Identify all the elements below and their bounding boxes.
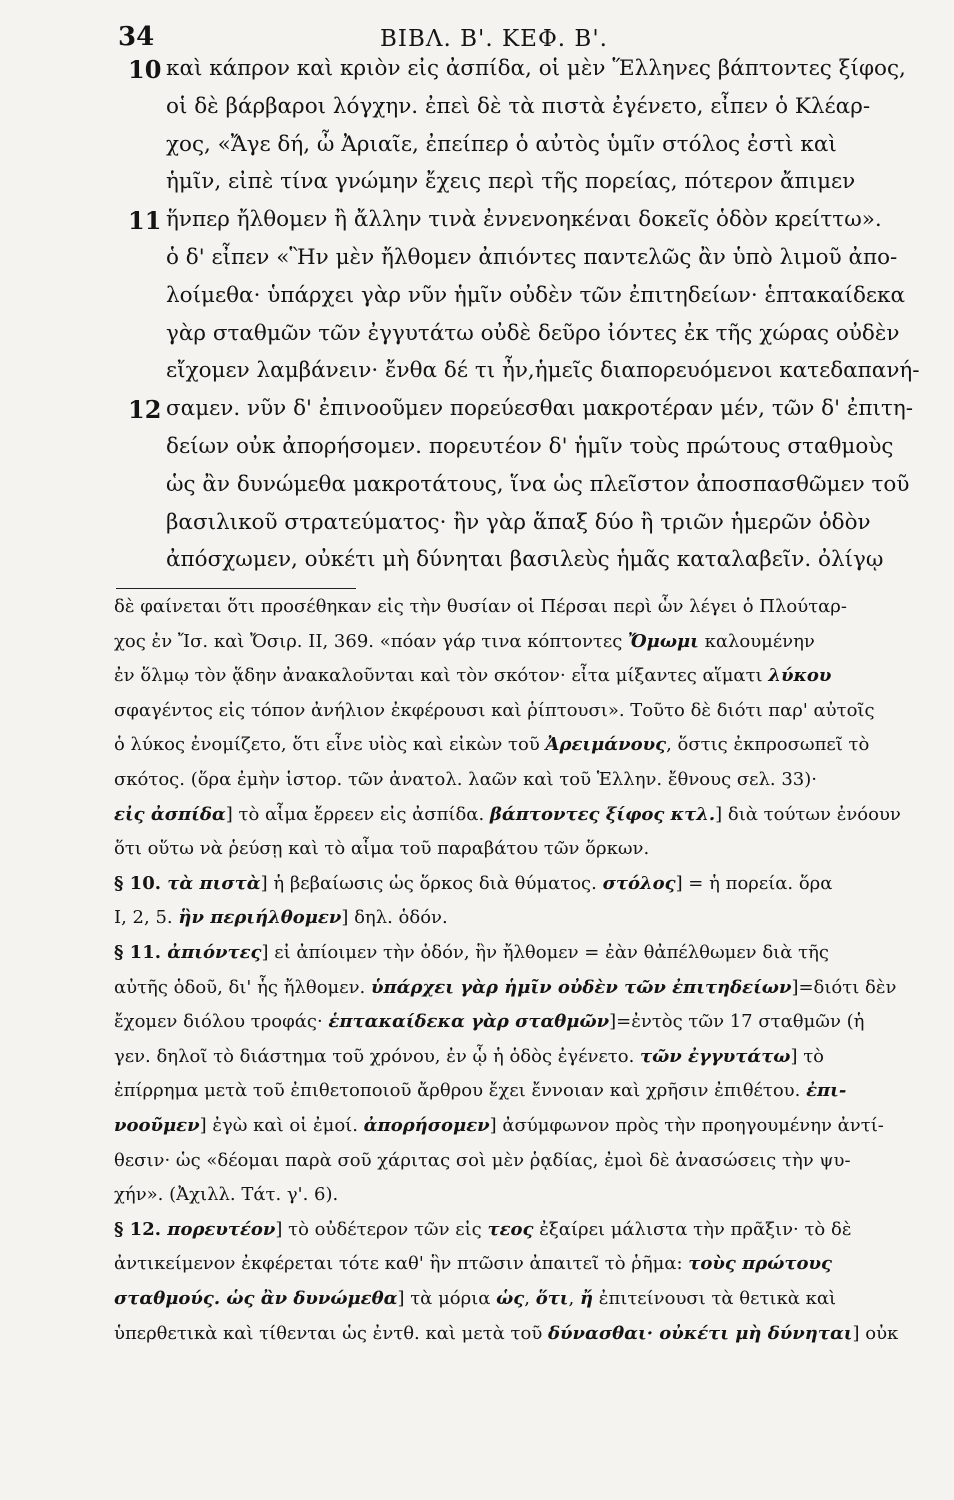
note-text: θεσιν· ὡς «δέομαι παρὰ σοῦ χάριτας σοὶ μὲν ῥᾳδίας, ἐμοὶ δὲ ἀνασώσεις τὴν ψυ- [114,1150,851,1171]
lemma: δύνασθαι· οὐκέτι μὴ δύνηται [548,1323,853,1344]
lemma: ἐπι- [806,1080,847,1101]
note-line [114,1219,934,1240]
lemma: ἀπιόντες [167,942,262,963]
lemma: πορευτέον [167,1219,276,1240]
note-line [114,1046,934,1067]
note-text: δὲ φαίνεται ὅτι προσέθηκαν εἰς τὴν θυσίαν οἱ Πέρσαι περὶ ὧν λέγει ὁ Πλούταρ- [114,596,847,617]
text-segment: βασιλικοῦ στρατεύματος· ἢν γὰρ ἅπαξ δύο ἢ τριῶν ἡμερῶν ὁδὸν [166,510,871,535]
note-text: ἐπίρρημα μετὰ τοῦ ἐπιθετοποιοῦ ἄρθρου ἔχει ἔννοιαν καὶ χρῆσιν ἐπιθέτου. [114,1080,807,1101]
note-text: , [568,1288,580,1309]
note-text: καλουμένην [698,631,815,652]
section-mark: § 12. [114,1219,168,1240]
note-line [114,596,934,617]
lemma: ὅτι [535,1288,569,1309]
main-text-line [166,169,946,194]
note-line [114,700,934,721]
lemma: ἑπτακαίδεκα γὰρ σταθμῶν [328,1011,610,1032]
note-text: χήν». (Ἀχιλλ. Τάτ. γ'. 6). [114,1184,339,1205]
note-text: ὑπερθετικὰ καὶ τίθενται ὡς ἐντθ. καὶ μετὰ τοῦ [114,1323,549,1344]
text-segment: γὰρ σταθμῶν τῶν ἐγγυτάτω οὐδὲ δεῦρο ἰόντες ἐκ τῆς χώρας οὐδὲν [166,321,900,346]
note-text: ὅτι οὕτω νὰ ῥεύσῃ καὶ τὸ αἷμα τοῦ παραβάτου τῶν ὅρκων. [114,838,650,859]
note-line [114,665,934,686]
lemma: τεος [487,1219,534,1240]
text-segment: οἱ δὲ βάρβαροι λόγχην. ἐπεὶ δὲ τὰ πιστὰ ἐγένετο, εἶπεν ὁ Κλέαρ- [166,94,871,119]
text-segment: σαμεν. νῦν δ' ἐπινοοῦμεν πορεύεσθαι μακροτέραν μέν, τῶν δ' ἐπιτη- [166,396,913,421]
main-text-line [166,396,946,421]
main-text-line [166,358,946,383]
note-text: αὐτῆς ὁδοῦ, δι' ἧς ἤλθομεν. [114,977,371,998]
footnote-rule [116,588,356,589]
note-text: ] ἀσύμφωνον πρὸς τὴν προηγουμένην ἀντί- [489,1115,884,1136]
note-text: ] τὸ [790,1046,824,1067]
note-text: σφαγέντος εἰς τόπον ἀνήλιον ἐκφέρουσι καὶ ῥίπτουσι». Τοῦτο δὲ διότι παρ' αὐτοῖς [114,700,875,721]
text-segment: ὡς ἂν δυνώμεθα μακροτάτους, ἵνα ὡς πλεῖστον ἀποσπασθῶμεν τοῦ [166,472,910,497]
lemma: στόλος [602,873,676,894]
note-line [114,769,934,790]
text-segment: λοίμεθα· ὑπάρχει γὰρ νῦν ἡμῖν οὐδὲν τῶν ἐπιτηδείων· ἑπτακαίδεκα [166,283,905,308]
note-line [114,1080,934,1101]
section-mark: § 11. [114,942,168,963]
note-text: , [524,1288,536,1309]
note-text: ἔχομεν διόλου τροφάς· [114,1011,329,1032]
line-number: 10 [128,55,162,84]
note-line [114,977,934,998]
note-text: ] δηλ. ὁδόν. [341,907,448,928]
note-line [114,1288,934,1309]
text-segment: χος, «Ἄγε δή, ὦ Ἀριαῖε, ἐπείπερ ὁ αὐτὸς ὑμῖν στόλος ἐστὶ καὶ [166,132,837,157]
line-number: 11 [128,206,162,235]
note-text: ]=διότι δὲν [791,977,897,998]
lemma: ὡς [496,1288,525,1309]
note-text: ὁ λύκος ἐνομίζετο, ὅτι εἶνε υἱὸς καὶ εἰκὼν τοῦ [114,734,546,755]
main-text-line [166,283,946,308]
lemma: Ἀρειμάνους [545,734,667,755]
text-segment: καὶ κάπρον καὶ κριὸν εἰς ἀσπίδα, οἱ μὲν Ἕλληνες βάπτοντες ξίφος, [166,56,906,81]
lemma: ἤ [579,1288,594,1309]
main-text-line [166,94,946,119]
text-segment: ἡμῖν, εἰπὲ τίνα γνώμην ἔχεις περὶ τῆς πορείας, πότερον ἄπιμεν [166,169,856,194]
note-line [114,1011,934,1032]
note-line [114,1115,934,1136]
main-text-line [166,472,946,497]
lemma: εἰς ἀσπίδα [114,804,226,825]
main-text-line [166,207,946,232]
note-text: , ὅστις ἐκπροσωπεῖ τὸ [666,734,870,755]
text-segment: ἥνπερ ἤλθομεν ἢ ἄλλην τινὰ ἐννενοηκέναι δοκεῖς ὁδὸν κρείττω». [166,207,882,232]
lemma: νοοῦμεν [114,1115,200,1136]
note-line [114,873,934,894]
text-segment: ὁ δ' εἶπεν «Ἣν μὲν ἤλθομεν ἀπιόντες παντελῶς ἂν ὑπὸ λιμοῦ ἀπο- [166,245,898,270]
main-text-line [166,510,946,535]
note-line [114,804,934,825]
note-text: σκότος. (ὅρα ἐμὴν ἱστορ. τῶν ἀνατολ. λαῶν καὶ τοῦ Ἑλλην. ἔθνους σελ. 33)· [114,769,817,790]
note-text: ] διὰ τούτων ἐνόουν [715,804,901,825]
note-text: ἐξαίρει μάλιστα τὴν πρᾶξιν· τὸ δὲ [533,1219,852,1240]
running-head: ΒΙΒΛ. Β'. ΚΕΦ. Β'. [380,26,608,52]
note-line [114,942,934,963]
page-header [0,18,954,58]
note-text: χος ἐν Ἴσ. καὶ Ὄσιρ. ΙΙ, 369. «πόαν γάρ τινα κόπτοντες [114,631,629,652]
page-number: 34 [118,22,155,52]
lemma: βάπτοντες ξίφος κτλ. [489,804,716,825]
section-mark: § 10. [114,873,168,894]
lemma: ὑπάρχει γὰρ ἡμῖν οὐδὲν τῶν ἐπιτηδείων [370,977,792,998]
main-text-line [166,321,946,346]
note-text: ] εἰ ἀπίοιμεν τὴν ὁδόν, ἣν ἤλθομεν = ἐὰν θἀπέλθωμεν διὰ τῆς [261,942,829,963]
main-text-line [166,547,946,572]
lemma: τῶν ἐγγυτάτω [640,1046,791,1067]
note-text: ] τὸ αἷμα ἔρρεεν εἰς ἀσπίδα. [225,804,490,825]
note-line [114,1253,934,1274]
lemma: τοὺς πρώτους [688,1253,832,1274]
text-segment: δείων οὐκ ἀπορήσομεν. πορευτέον δ' ἡμῖν τοὺς πρώτους σταθμοὺς [166,434,894,459]
note-text: ] τὸ οὐδέτερον τῶν εἰς [275,1219,488,1240]
main-text-line [166,245,946,270]
line-number: 12 [128,395,162,424]
note-line [114,1184,934,1205]
text-segment: εἴχομεν λαμβάνειν· ἔνθα δέ τι ἦν,ἡμεῖς διαπορευόμενοι κατεδαπανή- [166,358,920,383]
note-line [114,631,934,652]
main-text-line [166,434,946,459]
note-line [114,1323,934,1344]
note-text: ] τὰ μόρια [397,1288,497,1309]
lemma: τὰ πιστὰ [167,873,261,894]
note-text: ] ἡ βεβαίωσις ὡς ὅρκος διὰ θύματος. [260,873,603,894]
note-text: ] ἐγὼ καὶ οἱ ἐμοί. [199,1115,364,1136]
note-text: ἀντικείμενον ἐκφέρεται τότε καθ' ἣν πτῶσιν ἀπαιτεῖ τὸ ῥῆμα: [114,1253,689,1274]
note-text: γεν. δηλοῖ τὸ διάστημα τοῦ χρόνου, ἐν ᾧ ἡ ὁδὸς ἐγένετο. [114,1046,641,1067]
lemma: λύκου [768,665,832,686]
main-text-line [166,56,946,81]
lemma: ἣν περιήλθομεν [178,907,342,928]
note-text: ]=ἐντὸς τῶν 17 σταθμῶν (ἡ [609,1011,865,1032]
note-text: Ι, 2, 5. [114,907,179,928]
note-line [114,1150,934,1171]
note-text: ] = ἡ πορεία. ὅρα [675,873,833,894]
note-line [114,734,934,755]
lemma: ἀπορήσομεν [363,1115,490,1136]
main-text-line [166,132,946,157]
text-segment: ἀπόσχωμεν, οὐκέτι μὴ δύνηται βασιλεὺς ἡμᾶς καταλαβεῖν. ὀλίγῳ [166,547,884,572]
note-line [114,838,934,859]
note-text: ] οὐκ [852,1323,899,1344]
note-text: ἐπιτείνουσι τὰ θετικὰ καὶ [593,1288,837,1309]
note-text: ἐν ὅλμῳ τὸν ᾅδην ἀνακαλοῦνται καὶ τὸν σκότον· εἶτα μίξαντες αἵματι [114,665,769,686]
lemma: σταθμούς. ὡς ἂν δυνώμεθα [114,1288,398,1309]
lemma: Ὄμωμι [628,631,699,652]
note-line [114,907,934,928]
